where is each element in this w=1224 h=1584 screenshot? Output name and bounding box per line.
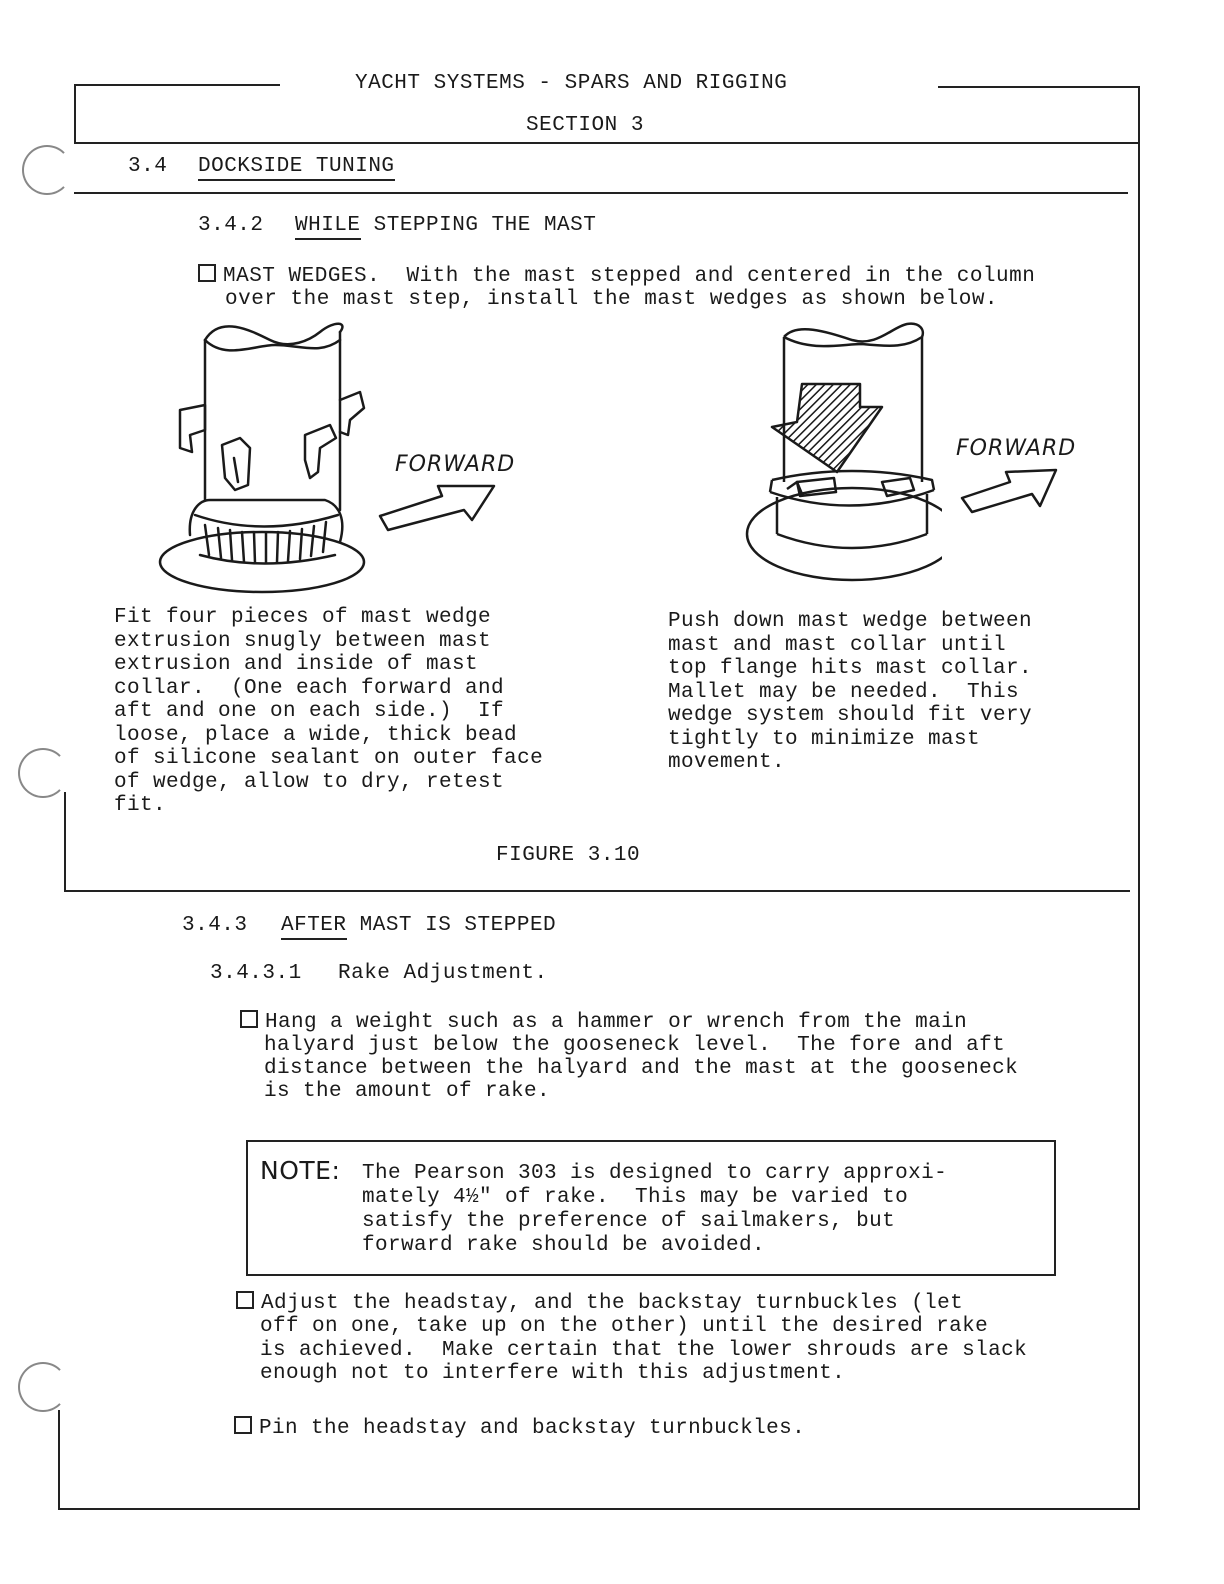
right-caption: Push down mast wedge between mast and mast collar until top flange hits mast collar. Mallet may be needed. This wedge system should fit very tightly to minimize mast movement. — [668, 610, 1033, 774]
frame-left-mid — [64, 792, 66, 890]
frame-bottom-rule — [58, 1508, 1140, 1510]
subsection-title — [295, 214, 596, 237]
mast-wedges-text-line1: With the mast stepped and centered in the column — [380, 265, 1036, 288]
forward-label-left: FORWARD — [395, 452, 516, 477]
subsubsection-title: Rake Adjustment. — [338, 962, 548, 985]
rake-item-1 — [240, 1010, 967, 1035]
subsection-title-rest: STEPPING THE MAST — [360, 214, 597, 237]
forward-arrow-left-icon — [372, 478, 502, 538]
figure-label: FIGURE 3.10 — [496, 844, 641, 867]
frame-left-top — [74, 84, 76, 144]
forward-arrow-right-icon — [956, 462, 1066, 518]
forward-label-right: FORWARD — [956, 436, 1077, 461]
header-rule-left — [76, 84, 280, 86]
section-title: DOCKSIDE TUNING — [198, 155, 395, 181]
left-caption: Fit four pieces of mast wedge extrusion snugly between mast extrusion and inside of mast collar. (One each forward and aft and one on each side.) If loose, place a wide, thick bead of silicone sealant on outer face of wedge, allow to dry, retest fit. — [114, 606, 544, 817]
frame-left-bottom — [58, 1410, 60, 1510]
rake-item-2-rest: off on one, take up on the other) until the desired rake is achieved. Make certain that the lower shrouds are slack enough not to interfere with this adjustment. — [260, 1315, 1028, 1385]
subsubsection-number: 3.4.3.1 — [210, 962, 302, 985]
rake-item-1-line1: Hang a weight such as a hammer or wrench from the main — [265, 1011, 968, 1034]
checkbox-icon[interactable] — [198, 264, 216, 282]
header-bottom-rule — [74, 142, 1140, 144]
subsection-343-number: 3.4.3 — [182, 914, 248, 937]
subsection-343-title-rest: MAST IS STEPPED — [346, 914, 557, 937]
header-rule-right — [938, 86, 1140, 88]
rake-item-3-text: Pin the headstay and backstay turnbuckles. — [259, 1417, 806, 1440]
binder-hole-bottom — [18, 1362, 68, 1412]
section-label: SECTION 3 — [526, 114, 644, 137]
subsection-title-underlined: WHILE — [295, 214, 361, 240]
mast-wedges-text-line2: over the mast step, install the mast wedges as shown below. — [225, 288, 999, 311]
binder-hole-middle — [18, 748, 68, 798]
subsection-343-title — [281, 914, 556, 937]
checkbox-icon[interactable] — [240, 1010, 258, 1028]
section-rule — [74, 192, 1128, 194]
rake-item-2-line1: Adjust the headstay, and the backstay turnbuckles (let — [261, 1292, 964, 1315]
subsection-number: 3.4.2 — [198, 214, 264, 237]
frame-right — [1138, 86, 1140, 1510]
mast-wedge-push-illustration — [742, 322, 942, 584]
figure-bottom-rule — [64, 890, 1130, 892]
checkbox-icon[interactable] — [236, 1291, 254, 1309]
note-text: The Pearson 303 is designed to carry approxi- mately 4½" of rake. This may be varied to satisfy the preference of sailmakers, but forward rake should be avoided. — [362, 1162, 948, 1257]
section-number: 3.4 — [128, 155, 168, 178]
note-label: NOTE: — [260, 1156, 341, 1185]
mast-wedge-fit-illustration — [150, 310, 390, 600]
subsection-343-title-underlined: AFTER — [281, 914, 347, 940]
checkbox-icon[interactable] — [234, 1416, 252, 1434]
rake-item-2 — [236, 1291, 963, 1316]
rake-item-1-rest: halyard just below the gooseneck level. The fore and aft distance between the halyard and the mast at the gooseneck is the amount of rake. — [264, 1034, 1019, 1103]
mast-wedges-label: MAST WEDGES. — [223, 265, 381, 288]
rake-item-3 — [234, 1416, 805, 1441]
mast-wedges-item — [198, 264, 1035, 288]
binder-hole-top — [22, 145, 72, 195]
document-title: YACHT SYSTEMS - SPARS AND RIGGING — [355, 72, 788, 95]
